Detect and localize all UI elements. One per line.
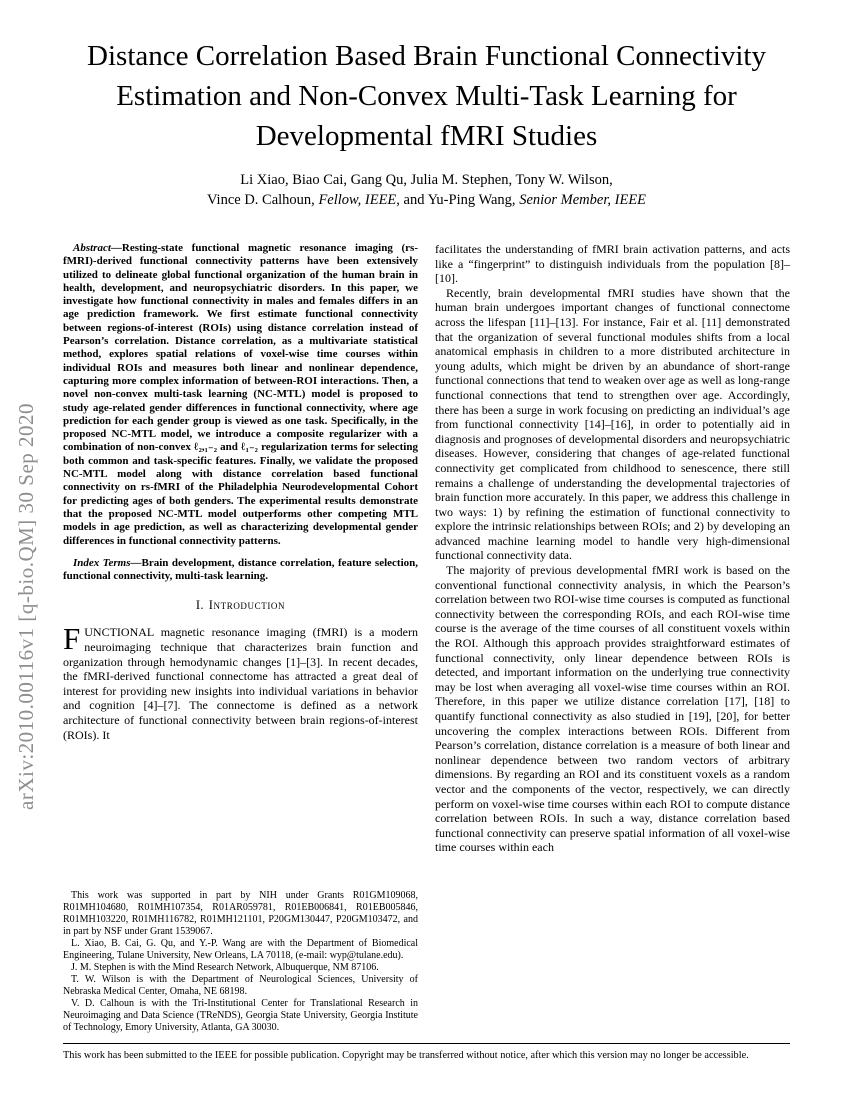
section-heading-introduction bbox=[63, 598, 418, 613]
arxiv-watermark: arXiv:2010.00116v1 [q-bio.QM] 30 Sep 2020 bbox=[14, 402, 38, 810]
left-column bbox=[63, 242, 418, 1034]
submission-notice bbox=[63, 1043, 790, 1062]
abstract bbox=[63, 242, 418, 548]
author-name: Vince D. Calhoun, bbox=[206, 192, 319, 208]
body-paragraph: The majority of previous developmental fMRI work is based on the conventional functional connectivity analysis, in which the Pearson’s correlation between two ROI-wise time courses is computed as functional connectivity between the corresponding ROIs, and each ROI-wise time course is the average of the time courses of all constituent voxels within the ROI. Although this approach provides straightforward estimates of functional connectivity, only linear dependence between ROIs is detected, and important information on the underlying true connectivity may be lost when averaging all voxel-wise time courses within an ROI. Therefore, in this paper we utilize distance correlation [17], [18] to quantify functional connectivity as also studied in [19], [20], for better uncovering the complex interactions between ROIs. Different from Pearson’s correlation, distance correlation is a measure of both linear and nonlinear dependence between two random vectors of arbitrary dimensions. By regarding an ROI and its constituent voxels as a random vector and the components of the vector, respectively, we can directly perform on voxel-wise time courses within each ROI to compute distance correlation between ROIs. In such a way, distance correlation based functional connectivity can preserve spatial information of all voxel-wise time courses within each bbox=[435, 563, 790, 855]
submission-notice-text: This work has been submitted to the IEEE for possible publication. Copyright may be transferred without notice, after which this version may no longer be accessible. bbox=[63, 1050, 749, 1061]
drop-cap: F bbox=[63, 621, 81, 657]
two-column-body bbox=[63, 242, 790, 1034]
author-name: , and Yu-Ping Wang, bbox=[396, 192, 520, 208]
authors-line-1: Li Xiao, Biao Cai, Gang Qu, Julia M. Stephen, Tony W. Wilson, bbox=[240, 172, 613, 188]
section-number: I. bbox=[195, 598, 204, 613]
section-title: Introduction bbox=[208, 598, 286, 613]
index-terms bbox=[63, 557, 418, 584]
index-terms-text: Brain development, distance correlation, feature selection, functional connectivity, multi-task learning. bbox=[63, 556, 418, 583]
authors-line-2 bbox=[63, 190, 790, 210]
paper-header bbox=[63, 36, 790, 210]
intro-paragraph bbox=[63, 621, 418, 742]
right-column bbox=[435, 242, 790, 1034]
footnote-block bbox=[63, 878, 418, 1034]
author-ieee-title: Fellow, IEEE bbox=[318, 192, 397, 208]
body-paragraph: facilitates the understanding of fMRI brain activation patterns, and acts like a “fingerprint” to distinguish individuals from the population [8]–[10]. bbox=[435, 242, 790, 286]
footnote-affiliation-trends: V. D. Calhoun is with the Tri-Institutional Center for Translational Research in Neuroimaging and Data Science (TReNDS), Georgia State University, Georgia Institute of Technology, Emory University, Atlanta, GA 30030. bbox=[63, 998, 418, 1033]
paper-title: Distance Correlation Based Brain Functional Connectivity Estimation and Non-Convex Multi-Task Learning for Developmental fMRI Studies bbox=[87, 40, 766, 152]
footnote-affiliation-mrn: J. M. Stephen is with the Mind Research Network, Albuquerque, NM 87106. bbox=[71, 962, 379, 973]
author-ieee-title: Senior Member, IEEE bbox=[519, 192, 647, 208]
footnote-funding: This work was supported in part by NIH under Grants R01GM109068, R01MH104680, R01MH107354, R01AR059781, R01EB006841, R01EB005846, R01MH103220, R01MH116782, R01MH121101, P20GM130447, P20GM103472, and in part by NSF under Grant 1539067. bbox=[63, 890, 418, 937]
abstract-label: Abstract— bbox=[73, 242, 122, 254]
abstract-text: Resting-state functional magnetic resonance imaging (rs-fMRI)-derived functional connectivity patterns have been extensively utilized to delineate global functional organization of the human brain in health, development, and neuropsychiatric disorders. In this paper, we investigate how functional connectivity in males and females differs in an age prediction framework. We first estimate functional connectivity between regions-of-interest (ROIs) using distance correlation instead of Pearson’s correlation. Distance correlation, as a multivariate statistical method, explores spatial relations of voxel-wise time courses within individual ROIs and measures both linear and nonlinear dependence, capturing more complex information of between-ROI interactions. Then, a novel non-convex multi-task learning (NC-MTL) model is proposed to study age-related gender differences in functional connectivity, where age prediction for each gender group is viewed as one task. Specifically, in the proposed NC-MTL model, we introduce a composite regularizer with a combination of non-convex ℓ₂,₁₋₂ and ℓ₁₋₂ regularization terms for selecting both common and task-specific features. Finally, we validate the proposed NC-MTL model along with distance correlation based functional connectivity on rs-fMRI of the Philadelphia Neurodevelopmental Cohort for predicting ages of both genders. The experimental results demonstrate that the proposed NC-MTL model outperforms other competing MTL models in age prediction, as well as characterizing developmental gender differences in functional connectivity patterns. bbox=[63, 242, 418, 547]
footnote-affiliation-tulane: L. Xiao, B. Cai, G. Qu, and Y.-P. Wang are with the Department of Biomedical Engineering, Tulane University, New Orleans, LA 70118, (e-mail: wyp@tulane.edu). bbox=[63, 938, 418, 961]
index-terms-label: Index Terms— bbox=[73, 556, 142, 569]
body-paragraph: Recently, brain developmental fMRI studies have shown that the human brain undergoes important changes of functional connectome across the lifespan [11]–[13]. For instance, Fair et al. [11] demonstrated that the organization of several functional modules shifts from a local anatomical emphasis in children to a more distributed architecture in young adults, which might be driven by an abundance of short-range functional connections that tend to weaken over age as well as long-range functional connections that tend to strengthen over age. Accordingly, there has been a surge in work focusing on predicting an individual’s age from functional connectivity [14]–[16], in order to potentially aid in diagnosis and prognoses of developmental disorders and neuropsychiatric diseases. However, considering that changes of age-related functional connectivity get complicated from childhood to senescence, there still remains a challenge of understanding the developmental trajectories of brain function more accurately. In this paper, we address this challenge in two ways: 1) by refining the estimation of functional connectivity to explore the intrinsic relationships between ROIs; and 2) by developing an advanced machine learning model to handle very high-dimensional functional connectivity data. bbox=[435, 285, 790, 563]
intro-text: magnetic resonance imaging (fMRI) is a modern neuroimaging technique that characterizes brain function and organization through hemodynamic changes [1]–[3]. In recent decades, the fMRI-derived functional connectome has attracted a great deal of interest for providing new insights into individual variations in behavior and cognition [4]–[7]. The connectome is defined as a network architecture of functional connectivity between brain regions-of-interest (ROIs). It bbox=[63, 625, 418, 742]
intro-lead-word: UNCTIONAL bbox=[84, 625, 154, 640]
footnote-affiliation-unmc: T. W. Wilson is with the Department of Neurological Sciences, University of Nebraska Medical Center, Omaha, NE 68198. bbox=[63, 974, 418, 997]
author-list bbox=[63, 170, 790, 210]
